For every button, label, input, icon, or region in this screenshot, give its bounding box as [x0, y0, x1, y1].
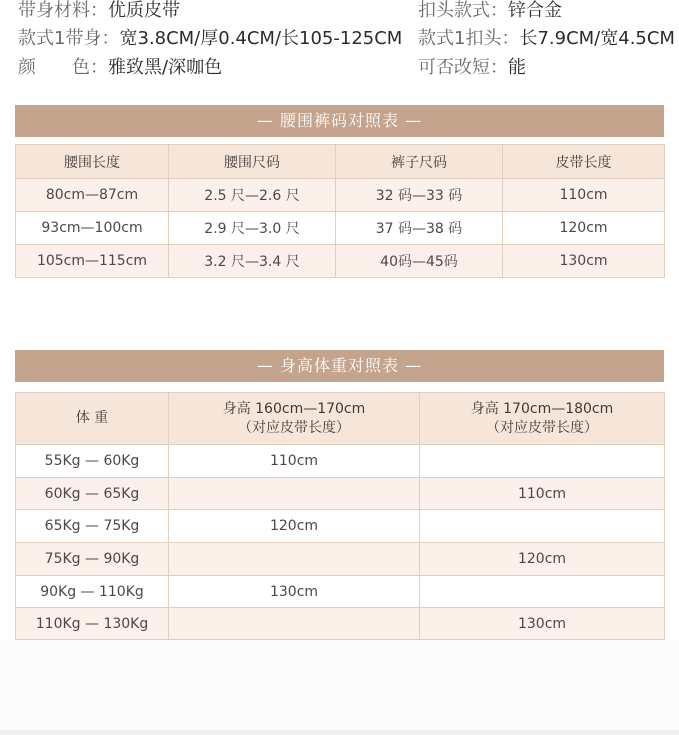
table-cell: 55Kg — 60Kg: [16, 445, 169, 478]
spec-color: [18, 53, 222, 79]
header-subline: （对应皮带长度）: [486, 419, 598, 436]
table-row: [16, 445, 665, 478]
table-row: [16, 608, 665, 640]
table-cell: 110Kg — 130Kg: [16, 608, 169, 640]
column-header: 皮带长度: [503, 145, 665, 179]
table-cell: 60Kg — 65Kg: [16, 478, 169, 510]
spec-label: 可否改短：: [418, 57, 508, 78]
bottom-divider: [0, 730, 679, 735]
table-cell: 37 码—38 码: [336, 212, 503, 245]
table-cell: [169, 608, 420, 640]
height-table-title: — 身高体重对照表 —: [15, 350, 664, 382]
header-subline: （对应皮带长度）: [238, 419, 350, 436]
spec-value: 长7.9CM/宽4.5CM: [519, 28, 675, 49]
waist-size-table: [15, 144, 665, 278]
table-cell: 105cm—115cm: [16, 245, 169, 278]
header-line: 身高 170cm—180cm: [470, 400, 614, 417]
table-cell: 65Kg — 75Kg: [16, 510, 169, 543]
table-row: [16, 245, 665, 278]
spec-value: 锌合金: [508, 0, 562, 21]
spec-buckle-style: [418, 0, 562, 22]
spec-label: 颜 色：: [18, 57, 108, 78]
bottom-background: [0, 640, 679, 735]
table-row: [16, 179, 665, 212]
table-row: [16, 478, 665, 510]
table-cell: 2.5 尺—2.6 尺: [169, 179, 336, 212]
spec-label: 款式1扣头：: [418, 28, 520, 49]
height-weight-table: [15, 392, 665, 640]
table-row: [16, 543, 665, 576]
spec-style-buckle: [418, 24, 675, 50]
table-cell: 130cm: [420, 608, 665, 640]
table-header-row: [16, 145, 665, 179]
table-cell: 2.9 尺—3.0 尺: [169, 212, 336, 245]
table-cell: 40码—45码: [336, 245, 503, 278]
table-cell: 120cm: [169, 510, 420, 543]
table-cell: 80cm—87cm: [16, 179, 169, 212]
table-cell: 120cm: [503, 212, 665, 245]
spec-value: 优质皮带: [108, 0, 180, 21]
table-cell: 130cm: [169, 576, 420, 608]
spec-shortenable: [418, 53, 526, 79]
spec-material: [18, 0, 180, 22]
table-cell: 93cm—100cm: [16, 212, 169, 245]
table-cell: [169, 478, 420, 510]
spec-value: 能: [508, 57, 526, 78]
column-header: 腰围尺码: [169, 145, 336, 179]
table-row: [16, 576, 665, 608]
header-line: 身高 160cm—170cm: [222, 400, 366, 417]
table-cell: [420, 445, 665, 478]
table-cell: 75Kg — 90Kg: [16, 543, 169, 576]
waist-table-title: — 腰围裤码对照表 —: [15, 105, 664, 137]
table-cell: [420, 510, 665, 543]
spec-value: 宽3.8CM/厚0.4CM/长105-125CM: [119, 28, 403, 49]
table-row: [16, 212, 665, 245]
table-cell: [420, 576, 665, 608]
table-cell: 90Kg — 110Kg: [16, 576, 169, 608]
column-header: 腰围长度: [16, 145, 169, 179]
column-header: [420, 393, 665, 445]
table-row: [16, 510, 665, 543]
table-cell: 110cm: [420, 478, 665, 510]
column-header: 裤子尺码: [336, 145, 503, 179]
table-cell: 32 码—33 码: [336, 179, 503, 212]
spec-label: 扣头款式：: [418, 0, 508, 21]
table-cell: 110cm: [169, 445, 420, 478]
spec-label: 款式1带身：: [18, 28, 120, 49]
table-cell: [169, 543, 420, 576]
table-cell: 110cm: [503, 179, 665, 212]
column-header: [169, 393, 420, 445]
spec-style-belt: [18, 24, 402, 50]
table-cell: 130cm: [503, 245, 665, 278]
table-header-row: [16, 393, 665, 445]
table-cell: 3.2 尺—3.4 尺: [169, 245, 336, 278]
column-header: [16, 393, 169, 445]
spec-label: 带身材料：: [18, 0, 108, 21]
spec-value: 雅致黑/深咖色: [108, 57, 223, 78]
header-line: 体 重: [75, 410, 109, 426]
table-cell: 120cm: [420, 543, 665, 576]
